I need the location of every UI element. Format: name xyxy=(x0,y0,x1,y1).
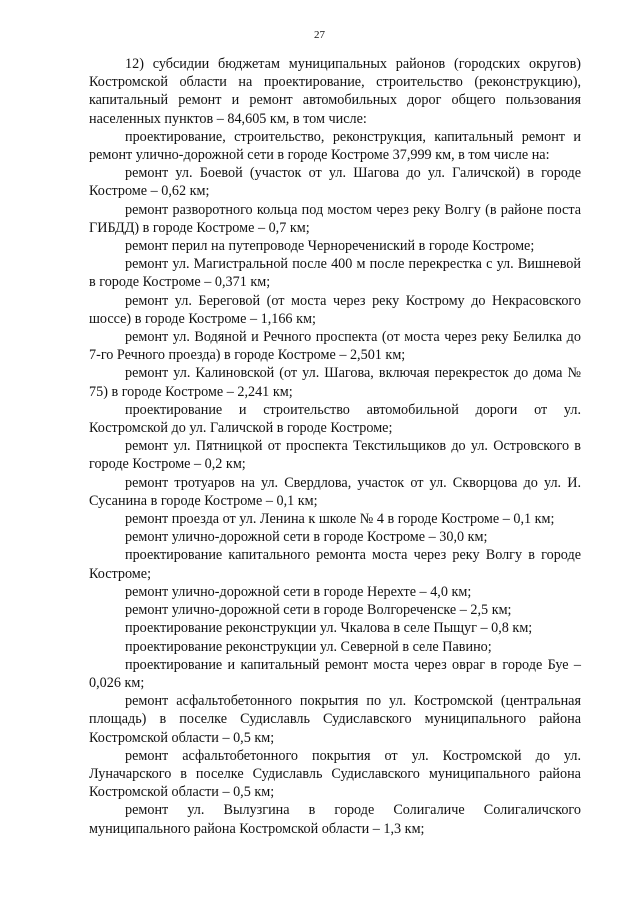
paragraph-pyshchug: проектирование реконструкции ул. Чкалова в селе Пыщуг – 0,8 км; xyxy=(125,620,533,637)
paragraph-sudislavl-lunacharskogo: ремонт асфальтобетонного покрытия от ул. Костромской до ул. Луначарского в поселке Судиславль Судиславского муниципального района Костромской области – 0,5 км; xyxy=(89,747,581,801)
paragraph-soligalich: ремонт ул. Вылузгина в городе Солигаличе Солигаличского муниципального района Костромской области – 1,3 км; xyxy=(89,802,581,837)
paragraph-road-construction: проектирование и строительство автомобильной дороги от ул. Костромской до ул. Галичской в городе Костроме; xyxy=(89,401,581,437)
page-number: 27 xyxy=(314,29,325,41)
paragraph-subsidies-intro: 12) субсидии бюджетам муниципальных районов (городских округов) Костромской области на проектирование, строительство (реконструкцию), капитальный ремонт и ремонт автомобильных дорог общего пользования населенных пунктов – 84,605 км, в том числе: xyxy=(89,56,581,127)
paragraph-volgorechensk: ремонт улично-дорожной сети в городе Волгореченске – 2,5 км; xyxy=(125,602,512,619)
paragraph-magistralnaya-street: ремонт ул. Магистральной после 400 м после перекрестка с ул. Вишневой в городе Костроме – 0,371 км; xyxy=(89,256,581,291)
document-body xyxy=(89,55,581,838)
paragraph-pyatnitskaya-street: ремонт ул. Пятницкой от проспекта Текстильщиков до ул. Островского в городе Костроме – 0,2 км; xyxy=(89,438,581,473)
paragraph-beregovaya-street: ремонт ул. Береговой (от моста через реку Кострому до Некрасовского шоссе) в городе Костроме – 1,166 км; xyxy=(89,292,581,327)
paragraph-buy-bridge: проектирование и капитальный ремонт моста через овраг в городе Буе – 0,026 км; xyxy=(89,656,581,691)
paragraph-kalinovskaya-street: ремонт ул. Калиновской (от ул. Шагова, включая перекресток до дома № 75) в городе Костроме – 2,241 км; xyxy=(89,365,581,400)
paragraph-volga-bridge: проектирование капитального ремонта моста через реку Волгу в городе Костроме; xyxy=(89,547,581,582)
paragraph-school-passage: ремонт проезда от ул. Ленина к школе № 4 в городе Костроме – 0,1 км; xyxy=(125,511,555,528)
paragraph-nerekhta: ремонт улично-дорожной сети в городе Нерехте – 4,0 км; xyxy=(125,583,472,600)
paragraph-sudislavl-square: ремонт асфальтобетонного покрытия по ул. Костромской (центральная площадь) в поселке Судиславль Судиславского муниципального района Костромской области – 0,5 км; xyxy=(89,693,581,746)
paragraph-turning-ring: ремонт разворотного кольца под мостом через реку Волгу (в районе поста ГИБДД) в городе Костроме – 0,7 км; xyxy=(89,201,581,236)
paragraph-pavino: проектирование реконструкции ул. Северной в селе Павино; xyxy=(125,638,492,655)
paragraph-kostroma-network: проектирование, строительство, реконструкция, капитальный ремонт и ремонт улично-дорожной сети в городе Костроме 37,999 км, в том числе на: xyxy=(89,128,581,164)
paragraph-kostroma-repair: ремонт улично-дорожной сети в городе Костроме – 30,0 км; xyxy=(125,529,488,546)
paragraph-boevoy-street: ремонт ул. Боевой (участок от ул. Шагова до ул. Галичской) в городе Костроме – 0,62 км; xyxy=(89,165,581,200)
paragraph-vodyanaya-street: ремонт ул. Водяной и Речного проспекта (от моста через реку Белилка до 7-го Речного проезда) в городе Костроме – 2,501 км; xyxy=(89,329,581,364)
paragraph-sverdlova-sidewalks: ремонт тротуаров на ул. Свердлова, участок от ул. Скворцова до ул. И. Сусанина в городе Костроме – 0,1 км; xyxy=(89,474,581,509)
paragraph-overpass-railings: ремонт перил на путепроводе Черноречениский в городе Костроме; xyxy=(125,238,535,255)
